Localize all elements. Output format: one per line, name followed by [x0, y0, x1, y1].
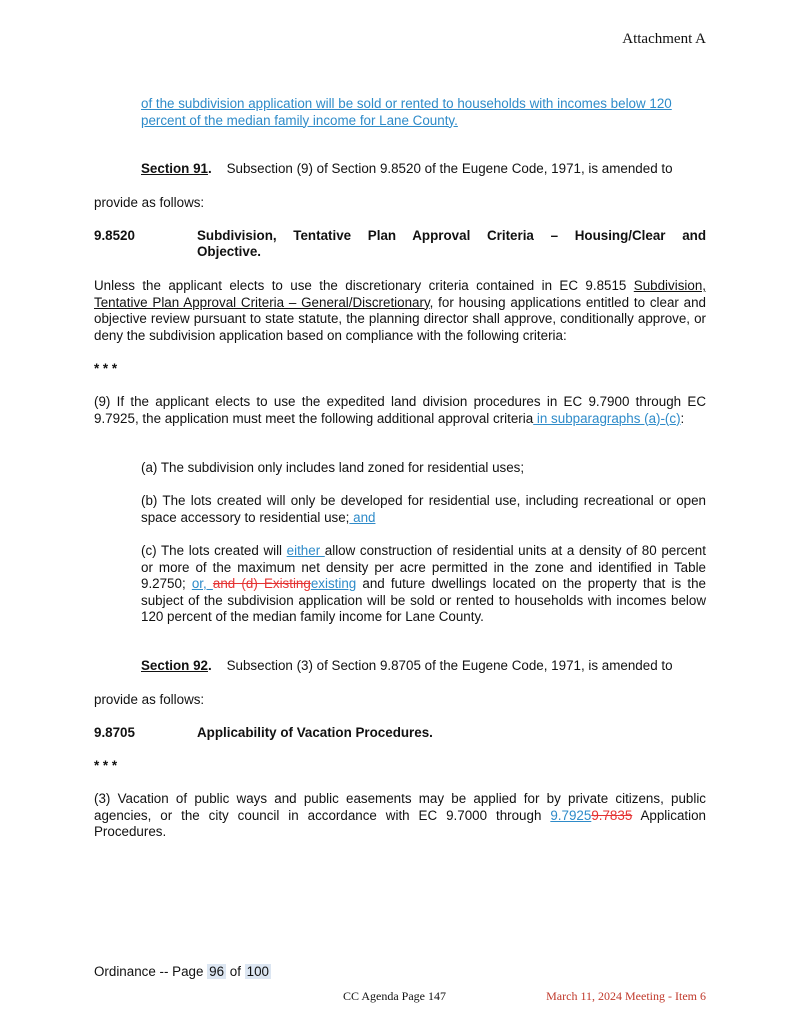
- omission-stars-1: * * *: [94, 361, 118, 376]
- section-91-period: .: [207, 161, 212, 176]
- section-91-intro: [141, 161, 673, 178]
- subsection-9-insert: in subparagraphs (a)-(c): [533, 410, 681, 426]
- meeting-item: March 11, 2024 Meeting - Item 6: [546, 989, 706, 1003]
- subsection-3-text: (3) Vacation of public ways and public easements may be applied for by private citizens, public agencies, or the city council in accordance with EC 9.7000 through: [94, 791, 706, 823]
- criterion-c-text-3: and future dwellings located on the property that is the subject of the subdivision application will be sold or rented to households with incomes below 120 percent of the median family income for Lane County.: [141, 576, 706, 624]
- criterion-c-insert-either: either: [286, 543, 325, 558]
- criterion-b-insert: and: [349, 509, 376, 525]
- code-title-9-8705: Applicability of Vacation Procedures.: [197, 725, 433, 740]
- subsection-3-insert: 9.7925: [550, 807, 592, 823]
- criterion-b-text: (b) The lots created will only be developed for residential use, including recreational or open space accessory to residential use;: [141, 493, 706, 525]
- section-92-provide: provide as follows:: [94, 692, 205, 707]
- subsection-9-colon: :: [680, 410, 685, 426]
- section-92-label: Section 92: [141, 658, 208, 673]
- criterion-c-text-1: (c) The lots created will: [141, 543, 287, 558]
- code-number-9-8520: 9.8520: [94, 228, 135, 243]
- subsection-3-delete: 9.7835: [591, 807, 633, 823]
- criterion-c-insert-existing: existing: [310, 576, 357, 591]
- total-page-number: 100: [246, 964, 269, 979]
- criterion-c-text-2: allow construction of residential units at a density of 80 percent or more of the maximum net density per acre permitted in the zone and identified in Table 9.2750;: [141, 543, 706, 591]
- criterion-b: [141, 493, 706, 526]
- subsection-3-text-end: Application Procedures.: [94, 807, 706, 839]
- section-91-provide: provide as follows:: [94, 195, 205, 210]
- ordinance-label: Ordinance -- Page: [94, 964, 208, 979]
- intro-text-2: , for housing applications entitled to clear and objective review pursuant to state statute, the planning director shall approve, conditionally approve, or deny the subdivision application based on compliance with the following criteria:: [94, 294, 706, 343]
- criterion-c: [141, 543, 706, 626]
- section-92-text: Subsection (3) of Section 9.8705 of the Eugene Code, 1971, is amended to: [226, 658, 673, 673]
- code-number-9-8705: 9.8705: [94, 725, 135, 740]
- criterion-c-delete: and (d) Existing: [212, 576, 311, 591]
- code-title-9-8520-line1: Subdivision, Tentative Plan Approval Criteria – Housing/Clear and: [197, 228, 706, 243]
- section-91-text: Subsection (9) of Section 9.8520 of the Eugene Code, 1971, is amended to: [226, 161, 673, 176]
- subsection-3-paragraph: [94, 791, 706, 841]
- continuation-line-2: percent of the median family income for Lane County.: [141, 112, 458, 128]
- ec-9-8515-reference: Subdivision, Tentative Plan Approval Criteria – General/Discretionary: [94, 278, 706, 310]
- continuation-text: [141, 96, 706, 129]
- attachment-label: Attachment A: [622, 31, 706, 47]
- omission-stars-2: * * *: [94, 758, 118, 773]
- subsection-9-paragraph: [94, 394, 706, 427]
- ordinance-page-footer: [94, 964, 271, 981]
- subsection-9-text: (9) If the applicant elects to use the expedited land division procedures in EC 9.7900 through EC 9.7925, the application must meet the following additional approval criteria: [94, 394, 706, 426]
- section-92-intro: [141, 658, 673, 675]
- section-91-label: Section 91: [141, 161, 208, 176]
- of-label: of: [226, 964, 245, 979]
- intro-text-1: Unless the applicant elects to use the discretionary criteria contained in EC 9.8515: [94, 278, 634, 293]
- section-92-period: .: [207, 658, 212, 673]
- code-title-9-8520-line2: Objective.: [197, 244, 262, 259]
- criterion-c-insert-or: or,: [191, 576, 213, 591]
- agenda-page: CC Agenda Page 147: [343, 989, 446, 1003]
- current-page-number: 96: [209, 964, 225, 979]
- criterion-a: (a) The subdivision only includes land zoned for residential uses;: [141, 460, 525, 475]
- criteria-intro-paragraph: [94, 278, 706, 344]
- continuation-line-1: of the subdivision application will be sold or rented to households with incomes below 120: [141, 96, 672, 111]
